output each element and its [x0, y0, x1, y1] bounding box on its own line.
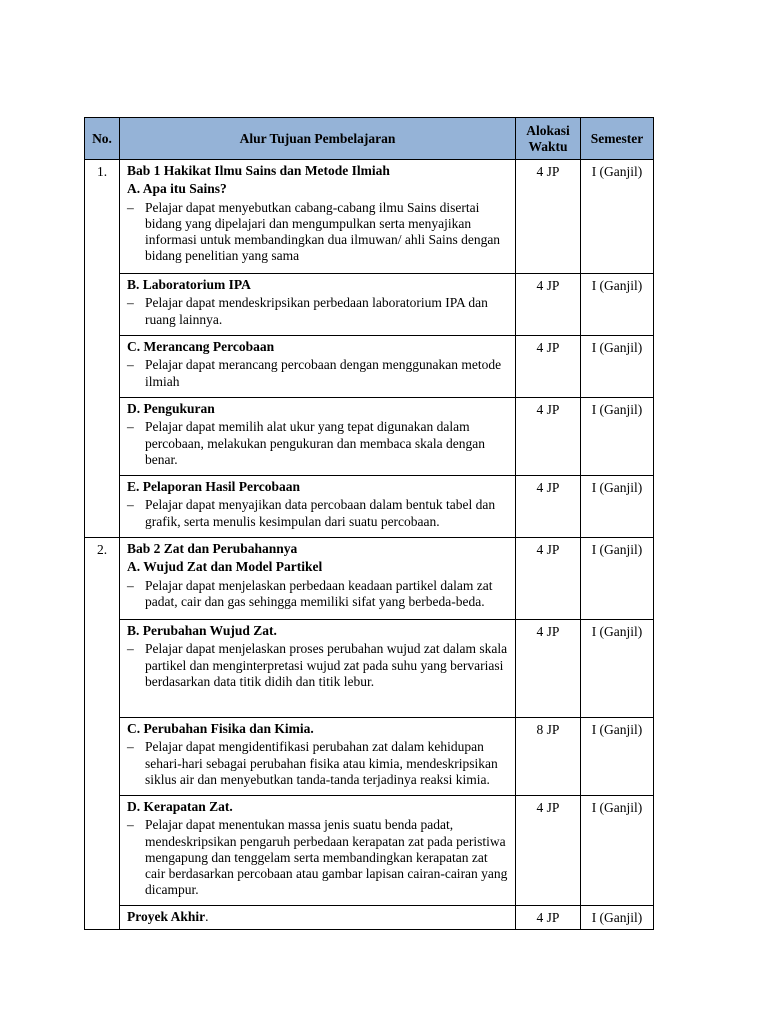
header-no: No. — [85, 118, 120, 160]
goal-text: Pelajar dapat memilih alat ukur yang tepat digunakan dalam percobaan, melakukan pengukuran dan membaca skala dengan benar. — [145, 419, 485, 467]
section-title: A. Wujud Zat dan Model Partikel — [127, 559, 323, 575]
goal-text: Pelajar dapat merancang percobaan dengan menggunakan metode ilmiah — [145, 357, 502, 389]
time-allocation: 4 JP — [516, 620, 581, 718]
section-title: E. Pelaporan Hasil Percobaan — [127, 479, 301, 494]
time-allocation: 4 JP — [516, 476, 581, 538]
dash-bullet: – — [127, 419, 134, 435]
header-learning-flow: Alur Tujuan Pembelajaran — [120, 118, 516, 160]
dash-bullet: – — [127, 577, 134, 593]
section-cell — [120, 796, 516, 906]
time-allocation: 4 JP — [516, 336, 581, 398]
goal-text: Pelajar dapat menjelaskan proses perubahan wujud zat dalam skala partikel dan menginterpretasi wujud zat pada suhu yang bervariasi berdasarkan data titik didih dan titik lebur. — [145, 641, 508, 689]
section-title: B. Perubahan Wujud Zat. — [127, 623, 277, 638]
dash-bullet: – — [127, 295, 134, 311]
section-title: B. Laboratorium IPA — [127, 277, 251, 292]
header-time-line2: Waktu — [528, 138, 568, 154]
goal-text: Pelajar dapat mengidentifikasi perubahan zat dalam kehidupan sehari-hari sebagai perubahan fisika atau kimia, mendeskripsikan siklus air dan menyebutkan tanda-tanda terjadinya reaksi kimia. — [145, 739, 498, 787]
semester: I (Ganjil) — [581, 620, 654, 718]
dash-bullet: – — [127, 739, 134, 755]
goal-item — [127, 641, 509, 690]
final-project-period: . — [205, 909, 209, 924]
semester: I (Ganjil) — [581, 336, 654, 398]
table-row — [85, 718, 654, 796]
dash-bullet: – — [127, 641, 134, 657]
chapter-number: 2. — [85, 538, 120, 930]
semester: I (Ganjil) — [581, 538, 654, 620]
section-cell — [120, 398, 516, 476]
header-time-line1: Alokasi — [526, 122, 570, 138]
semester: I (Ganjil) — [581, 398, 654, 476]
semester: I (Ganjil) — [581, 796, 654, 906]
dash-bullet: – — [127, 817, 134, 833]
section-cell — [120, 620, 516, 718]
table-row — [85, 538, 654, 620]
goal-item — [127, 817, 509, 898]
goal-item — [127, 739, 509, 788]
semester: I (Ganjil) — [581, 476, 654, 538]
semester: I (Ganjil) — [581, 160, 654, 274]
chapter-number: 1. — [85, 160, 120, 538]
goal-item — [127, 419, 509, 468]
section-cell — [120, 718, 516, 796]
time-allocation: 4 JP — [516, 538, 581, 620]
section-title: C. Merancang Percobaan — [127, 339, 275, 354]
section-title: A. Apa itu Sains? — [127, 181, 227, 197]
dash-bullet: – — [127, 357, 134, 373]
dash-bullet: – — [127, 199, 134, 215]
header-semester: Semester — [581, 118, 654, 160]
section-cell — [120, 476, 516, 538]
section-title: C. Perubahan Fisika dan Kimia. — [127, 721, 314, 736]
goal-text: Pelajar dapat mendeskripsikan perbedaan laboratorium IPA dan ruang lainnya. — [145, 295, 488, 327]
goal-item — [127, 578, 509, 611]
goal-item — [127, 295, 509, 328]
goal-text: Pelajar dapat menyajikan data percobaan dalam bentuk tabel dan grafik, serta menulis kesimpulan dari suatu percobaan. — [145, 497, 496, 529]
section-cell — [120, 906, 516, 930]
semester: I (Ganjil) — [581, 718, 654, 796]
table-row — [85, 796, 654, 906]
time-allocation: 4 JP — [516, 274, 581, 336]
section-title: D. Kerapatan Zat. — [127, 799, 233, 814]
goal-item — [127, 497, 509, 530]
semester: I (Ganjil) — [581, 274, 654, 336]
time-allocation: 4 JP — [516, 796, 581, 906]
section-cell — [120, 160, 516, 274]
table-row — [85, 906, 654, 930]
goal-text: Pelajar dapat menyebutkan cabang-cabang ilmu Sains disertai bidang yang dipelajari dan mengumpulkan serta menyajikan informasi untuk membandingkan dua ilmuwan/ ahli Sains dengan bidang penelitian yang sama — [145, 199, 501, 264]
time-allocation: 8 JP — [516, 718, 581, 796]
chapter-title: Bab 2 Zat dan Perubahannya — [127, 541, 298, 556]
goal-item — [127, 357, 509, 390]
goal-text: Pelajar dapat menjelaskan perbedaan keadaan partikel dalam zat padat, cair dan gas sehingga memiliki sifat yang berbeda-beda. — [145, 577, 493, 609]
table-header-row — [85, 118, 654, 160]
learning-flow-table — [84, 117, 654, 930]
chapter-title: Bab 1 Hakikat Ilmu Sains dan Metode Ilmiah — [127, 163, 390, 178]
final-project-title: Proyek Akhir — [127, 909, 206, 924]
table-row — [85, 398, 654, 476]
section-cell — [120, 274, 516, 336]
header-time-allocation — [516, 118, 581, 160]
section-cell — [120, 336, 516, 398]
table-row — [85, 336, 654, 398]
dash-bullet: – — [127, 497, 134, 513]
table-row — [85, 476, 654, 538]
goal-item — [127, 200, 509, 265]
time-allocation: 4 JP — [516, 906, 581, 930]
goal-text: Pelajar dapat menentukan massa jenis suatu benda padat, mendeskripsikan pengaruh perbedaan kerapatan zat pada peristiwa mengapung dan tenggelam serta membandingkan kerapatan zat cair berdasarkan percobaan atau gambar lapisan cairan-cairan yang dicampur. — [145, 817, 508, 898]
semester: I (Ganjil) — [581, 906, 654, 930]
section-cell — [120, 538, 516, 620]
table-row — [85, 620, 654, 718]
table-row — [85, 160, 654, 274]
section-title: D. Pengukuran — [127, 401, 215, 416]
table-row — [85, 274, 654, 336]
time-allocation: 4 JP — [516, 160, 581, 274]
time-allocation: 4 JP — [516, 398, 581, 476]
